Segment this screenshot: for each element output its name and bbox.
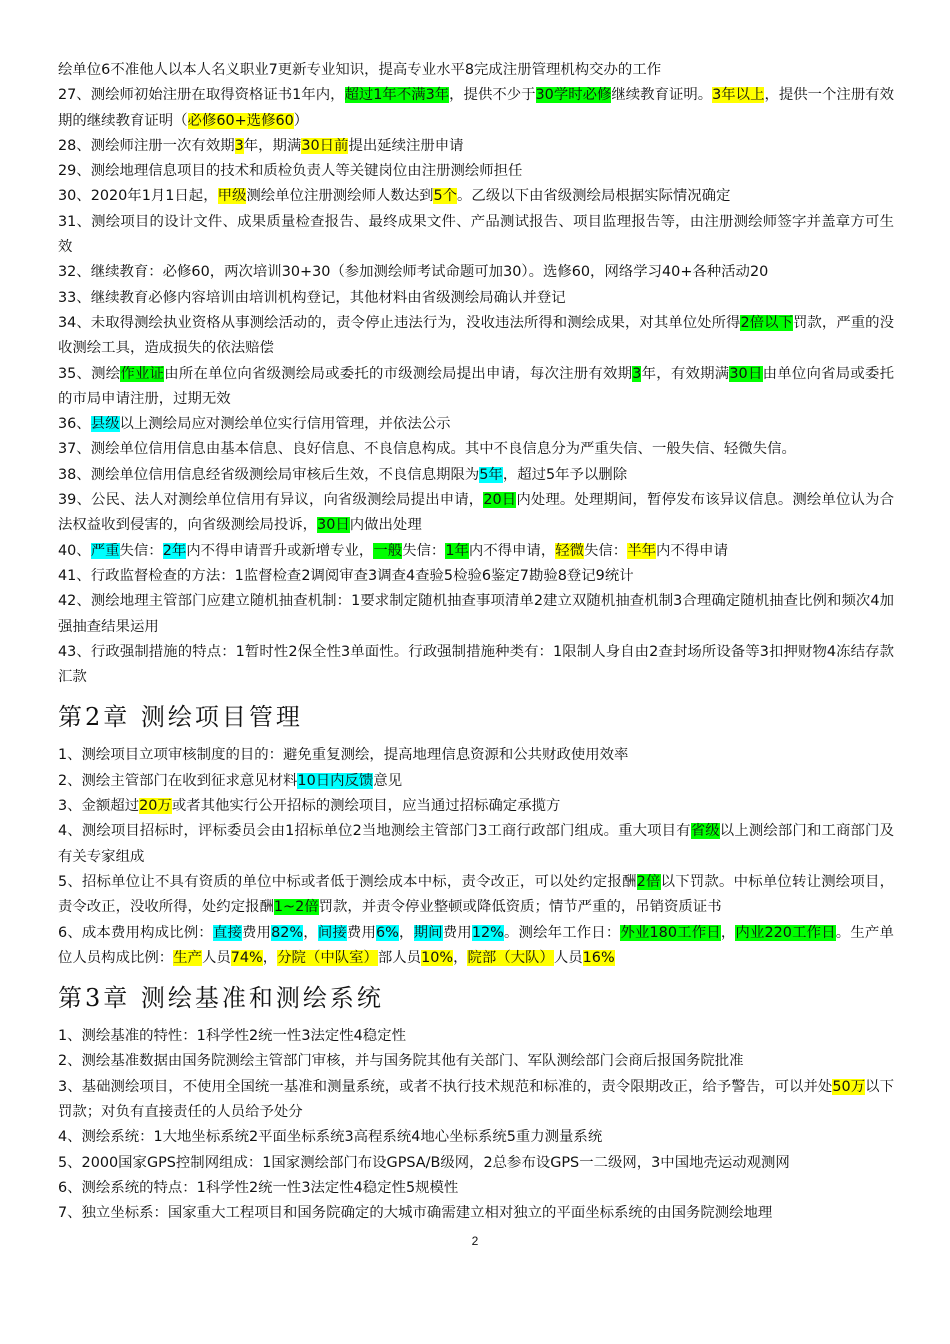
- text-run: 测绘单位注册测绘师人数达到: [246, 188, 434, 205]
- paragraph: [58, 437, 894, 462]
- text-run: 以下罚款；对负有直接责任的人员给予处分: [58, 1078, 894, 1120]
- paragraph: [58, 564, 894, 589]
- text-run: 以上测绘部门和工商部门及有关专家组成: [58, 823, 894, 865]
- text-run: 提出延续注册申请: [348, 137, 464, 154]
- text-run: 以上测绘局应对测绘单位实行信用管理，并依法公示: [119, 416, 451, 433]
- text-run: 3、基础测绘项目，不使用全国统一基准和测量系统，或者不执行技术规范和标准的，责令限期改正，给予警告，可以并处: [58, 1078, 833, 1095]
- text-run: 37、测绘单位信用信息由基本信息、良好信息、不良信息构成。其中不良信息分为严重失信、一般失信、轻微失信。: [58, 441, 796, 458]
- text-run: 内不得申请，: [468, 542, 556, 559]
- text-run: 失信：: [119, 542, 163, 559]
- paragraph: [58, 921, 894, 972]
- paragraph: [58, 1049, 894, 1074]
- highlight-yellow: 甲级: [217, 188, 247, 205]
- highlight-green: 作业证: [120, 365, 165, 382]
- chapter-heading: [58, 697, 894, 737]
- text-run: ，: [262, 949, 278, 966]
- highlight-green: 30日: [729, 365, 763, 382]
- text-run: 年，期满: [243, 137, 302, 154]
- text-run: ，: [453, 949, 468, 966]
- highlight-cyan: 6%: [376, 924, 399, 941]
- highlight-yellow: 74%: [230, 949, 263, 966]
- text-run: ，提供一个注册有效期的继续教育证明（: [58, 87, 894, 129]
- highlight-yellow: 院部（大队）: [467, 949, 554, 966]
- text-run: 第2章 测绘项目管理: [58, 703, 303, 732]
- highlight-green: 2倍以下: [740, 314, 793, 331]
- highlight-yellow: 必修60+选修60: [187, 112, 294, 129]
- paragraph: [58, 1201, 894, 1226]
- text-run: 3、金额超过: [58, 798, 140, 815]
- highlight-yellow: 16%: [582, 949, 615, 966]
- text-run: 意见: [373, 772, 403, 789]
- highlight-green: 超过1年不满3年: [344, 87, 450, 104]
- highlight-green: 2倍: [636, 873, 661, 890]
- text-run: 费用: [346, 924, 377, 941]
- text-run: 第3章 测绘基准和测绘系统: [58, 984, 384, 1013]
- text-run: 罚款，并责令停业整顿或降低资质；情节严重的，吊销资质证书: [318, 899, 722, 916]
- text-run: 36、: [58, 416, 91, 433]
- text-run: ，: [303, 924, 318, 941]
- text-run: 29、测绘地理信息项目的技术和质检负责人等关键岗位由注册测绘师担任: [58, 163, 523, 180]
- text-run: 年，有效期满: [641, 365, 730, 382]
- text-run: 34、未取得测绘执业资格从事测绘活动的，责令停止违法行为，没收违法所得和测绘成果，对其单位处所得: [58, 314, 741, 331]
- paragraph: [58, 311, 894, 362]
- highlight-cyan: 12%: [471, 924, 504, 941]
- text-run: 6、成本费用构成比例：: [58, 924, 213, 941]
- paragraph: [58, 1075, 894, 1126]
- paragraph: [58, 260, 894, 285]
- highlight-yellow: 10%: [421, 949, 454, 966]
- text-run: 由所在单位向省级测绘局或委托的市级测绘局提出申请，每次注册有效期: [164, 365, 633, 382]
- highlight-yellow: 3年以上: [712, 87, 765, 104]
- highlight-yellow: 30日前: [301, 137, 349, 154]
- text-run: 4、测绘项目招标时，评标委员会由1招标单位2当地测绘主管部门3工商行政部门组成。重大项目有: [58, 823, 691, 840]
- text-run: 32、继续教育：必修60，两次培训30+30（参加测绘师考试命题可加30）。选修60，网络学习40+各种活动20: [58, 264, 769, 281]
- text-run: 。乙级以下由省级测绘局根据实际情况确定: [457, 188, 731, 205]
- text-run: 41、行政监督检查的方法：1监督检查2调阅审查3调查4查验5检验6鉴定7勘验8登记9统计: [58, 567, 634, 584]
- text-run: 以下罚款。中标单位转让测绘项目，责令改正，没收所得，处约定报酬: [58, 873, 894, 916]
- paragraph: [58, 210, 894, 261]
- text-run: 人员: [553, 949, 583, 966]
- paragraph: [58, 488, 894, 539]
- text-run: 28、测绘师注册一次有效期: [58, 137, 235, 154]
- text-run: 43、行政强制措施的特点：1暂时性2保全性3单面性。行政强制措施种类有：1限制人身自由2查封场所设备等3扣押财物4冻结存款汇款: [58, 643, 894, 686]
- paragraph: [58, 870, 894, 921]
- text-run: 罚款，严重的没收测绘工具，造成损失的依法赔偿: [58, 314, 894, 357]
- text-run: 费用: [241, 924, 272, 941]
- text-run: 失信：: [584, 542, 628, 559]
- text-run: 31、测绘项目的设计文件、成果质量检查报告、最终成果文件、产品测试报告、项目监理报告等，由注册测绘师签字并盖章方可生效: [58, 213, 894, 256]
- text-run: 1、测绘项目立项审核制度的目的：避免重复测绘，提高地理信息资源和公共财政使用效率: [58, 747, 629, 764]
- text-run: 失信：: [402, 542, 446, 559]
- text-run: 由单位向省局或委托的市局申请注册，过期无效: [58, 365, 894, 407]
- text-run: 费用: [442, 924, 472, 941]
- text-run: 40、: [58, 542, 91, 559]
- highlight-yellow: 20万: [139, 798, 172, 815]
- highlight-yellow: 生产: [173, 949, 202, 966]
- paragraph: [58, 134, 894, 159]
- chapter-heading: [58, 978, 894, 1018]
- paragraph: [58, 1125, 894, 1150]
- highlight-green: 30学时必修: [535, 87, 612, 104]
- text-run: 4、测绘系统：1大地坐标系统2平面坐标系统3高程系统4地心坐标系统5重力测量系统: [58, 1129, 603, 1146]
- text-run: 内不得申请: [656, 542, 728, 559]
- highlight-yellow: 50万: [832, 1078, 866, 1095]
- text-run: 27、测绘师初始注册在取得资格证书1年内，: [58, 87, 345, 104]
- text-run: 2、测绘主管部门在收到征求意见材料: [58, 772, 298, 789]
- document-body: [58, 58, 894, 1226]
- highlight-green: 30日: [317, 517, 350, 534]
- text-run: 或者其他实行公开招标的测绘项目，应当通过招标确定承揽方: [171, 798, 561, 815]
- highlight-cyan: 2年: [162, 542, 187, 559]
- text-run: 38、测绘单位信用信息经省级测绘局审核后生效，不良信息期限为: [58, 466, 480, 483]
- text-run: 7、独立坐标系：国家重大工程项目和国务院确定的大城市确需建立相对独立的平面坐标系统的由国务院测绘地理: [58, 1205, 773, 1222]
- highlight-yellow: 5个: [433, 188, 458, 205]
- page-number: 2: [471, 1234, 479, 1248]
- paragraph: [58, 362, 894, 413]
- text-run: 33、继续教育必修内容培训由培训机构登记，其他材料由省级测绘局确认并登记: [58, 289, 566, 306]
- text-run: 1、测绘基准的特性：1科学性2统一性3法定性4稳定性: [58, 1028, 406, 1045]
- text-run: ，提供不少于: [449, 87, 536, 104]
- highlight-cyan: 82%: [271, 924, 304, 941]
- highlight-green: 内业220工作日: [735, 924, 836, 941]
- text-run: 30、2020年1月1日起，: [58, 188, 218, 205]
- text-run: 。生产单位人员构成比例：: [58, 924, 894, 966]
- highlight-yellow: 半年: [627, 542, 656, 559]
- text-run: ，超过5年予以删除: [502, 466, 628, 483]
- text-run: 内做出处理: [349, 517, 422, 534]
- highlight-cyan: 间接: [317, 924, 347, 941]
- text-run: 人员: [201, 949, 231, 966]
- paragraph: [58, 794, 894, 819]
- text-run: 。测绘年工作日：: [503, 924, 621, 941]
- highlight-cyan: 5年: [479, 466, 503, 483]
- text-run: 继续教育证明。: [611, 87, 713, 104]
- paragraph: [58, 539, 894, 564]
- highlight-yellow: 3: [234, 137, 244, 154]
- highlight-green: 1~2倍: [273, 899, 319, 916]
- text-run: 2、测绘基准数据由国务院测绘主管部门审核，并与国务院其他有关部门、军队测绘部门会商后报国务院批准: [58, 1053, 744, 1070]
- paragraph: [58, 184, 894, 209]
- text-run: 绘单位6不准他人以本人名义职业7更新专业知识，提高专业水平8完成注册管理机构交办的工作: [58, 62, 662, 78]
- highlight-cyan: 严重: [90, 542, 120, 559]
- paragraph: [58, 1176, 894, 1201]
- highlight-green: 3: [632, 365, 642, 382]
- text-run: 35、测绘: [58, 365, 121, 382]
- paragraph: [58, 819, 894, 870]
- highlight-yellow: 轻微: [555, 542, 585, 559]
- text-run: 内不得申请晋升或新增专业，: [186, 542, 374, 559]
- highlight-yellow: 分院（中队室）: [277, 949, 378, 966]
- highlight-cyan: 10日内反馈: [297, 772, 374, 789]
- text-run: 6、测绘系统的特点：1科学性2统一性3法定性4稳定性5规模性: [58, 1179, 459, 1196]
- paragraph: [58, 463, 894, 488]
- text-run: 5、2000国家GPS控制网组成：1国家测绘部门布设GPSA/B级网，2总参布设GPS一二级网，3中国地壳运动观测网: [58, 1154, 790, 1171]
- paragraph: [58, 58, 894, 83]
- highlight-green: 省级: [690, 823, 720, 840]
- text-run: 内处理。处理期间，暂停发布该异议信息。测绘单位认为合法权益收到侵害的，向省级测绘局投诉，: [58, 492, 894, 534]
- text-run: ，: [398, 924, 414, 941]
- text-run: 39、公民、法人对测绘单位信用有异议，向省级测绘局提出申请，: [58, 492, 484, 509]
- paragraph: [58, 159, 894, 184]
- highlight-cyan: 直接: [212, 924, 242, 941]
- paragraph: [58, 412, 894, 437]
- paragraph: [58, 286, 894, 311]
- paragraph: [58, 1024, 894, 1049]
- paragraph: [58, 640, 894, 691]
- paragraph: [58, 743, 894, 768]
- paragraph: [58, 1151, 894, 1176]
- highlight-green: 1年: [445, 542, 469, 559]
- text-run: 42、测绘地理主管部门应建立随机抽查机制：1要求制定随机抽查事项清单2建立双随机抽查机制3合理确定随机抽查比例和频次4加强抽查结果运用: [58, 593, 894, 635]
- text-run: ）: [293, 112, 309, 129]
- text-run: 5、招标单位让不具有资质的单位中标或者低于测绘成本中标，责令改正，可以处约定报酬: [58, 873, 637, 890]
- paragraph: [58, 769, 894, 794]
- paragraph: [58, 83, 894, 134]
- highlight-green: 一般: [373, 542, 403, 559]
- text-run: ，: [720, 924, 736, 941]
- text-run: 部人员: [377, 949, 422, 966]
- paragraph: [58, 589, 894, 640]
- highlight-cyan: 期间: [413, 924, 443, 941]
- highlight-cyan: 县级: [90, 416, 120, 433]
- highlight-green: 20日: [483, 492, 517, 509]
- highlight-green: 外业180工作日: [620, 924, 721, 941]
